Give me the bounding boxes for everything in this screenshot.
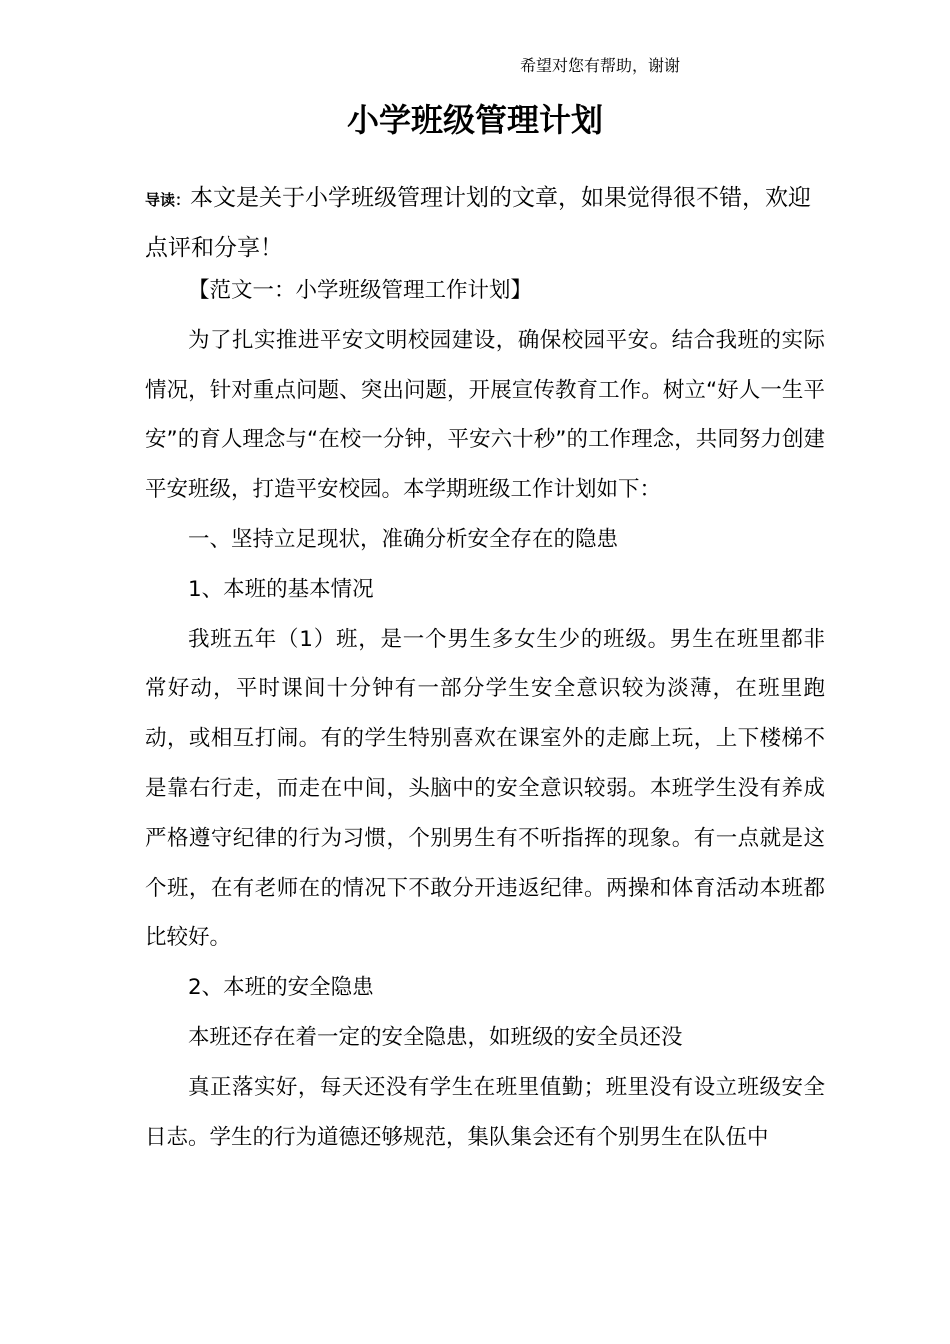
subheading-safety-hazards: 2、本班的安全隐患 <box>188 975 374 1001</box>
section-heading-one: 一、坚持立足现状，准确分析安全存在的隐患 <box>188 526 619 552</box>
body-paragraph: 为了扎实推进平安文明校园建设，确保校园平安。结合我班的实际情况，针对重点问题、突出问题，开展宣传教育工作。树立“好人一生平安”的育人理念与“在校一分钟，平安六十秒”的工作理念，共同努力创建平安班级，打造平安校园。本学期班级工作计划如下： <box>145 327 825 503</box>
intro-text: 本文是关于小学班级管理计划的文章，如果觉得很不错，欢迎点评和分享！ <box>145 185 812 261</box>
subheading-basic-situation: 1、本班的基本情况 <box>188 576 374 602</box>
section-heading-sample-one: 【范文一：小学班级管理工作计划】 <box>188 278 533 303</box>
intro-label: 导读： <box>145 191 191 209</box>
body-paragraph: 我班五年（1）班，是一个男生多女生少的班级。男生在班里都非常好动，平时课间十分钟有一部分学生安全意识较为淡薄，在班里跑动，或相互打闹。有的学生特别喜欢在课室外的走廊上玩，上下楼梯不是靠右行走，而走在中间，头脑中的安全意识较弱。本班学生没有养成严格遵守纪律的行为习惯，个别男生有不听指挥的现象。有一点就是这个班，在有老师在的情况下不敢分开违返纪律。两操和体育活动本班都比较好。 <box>145 626 825 951</box>
document-title: 小学班级管理计划 <box>346 101 603 139</box>
document-body <box>145 266 825 1162</box>
body-paragraph: 本班还存在着一定的安全隐患，如班级的安全员还没 <box>188 1024 683 1050</box>
intro-paragraph <box>145 174 825 272</box>
header-note: 希望对您有帮助，谢谢 <box>520 56 681 75</box>
body-paragraph: 真正落实好，每天还没有学生在班里值勤；班里没有设立班级安全日志。学生的行为道德还够规范，集队集会还有个别男生在队伍中 <box>145 1074 825 1150</box>
